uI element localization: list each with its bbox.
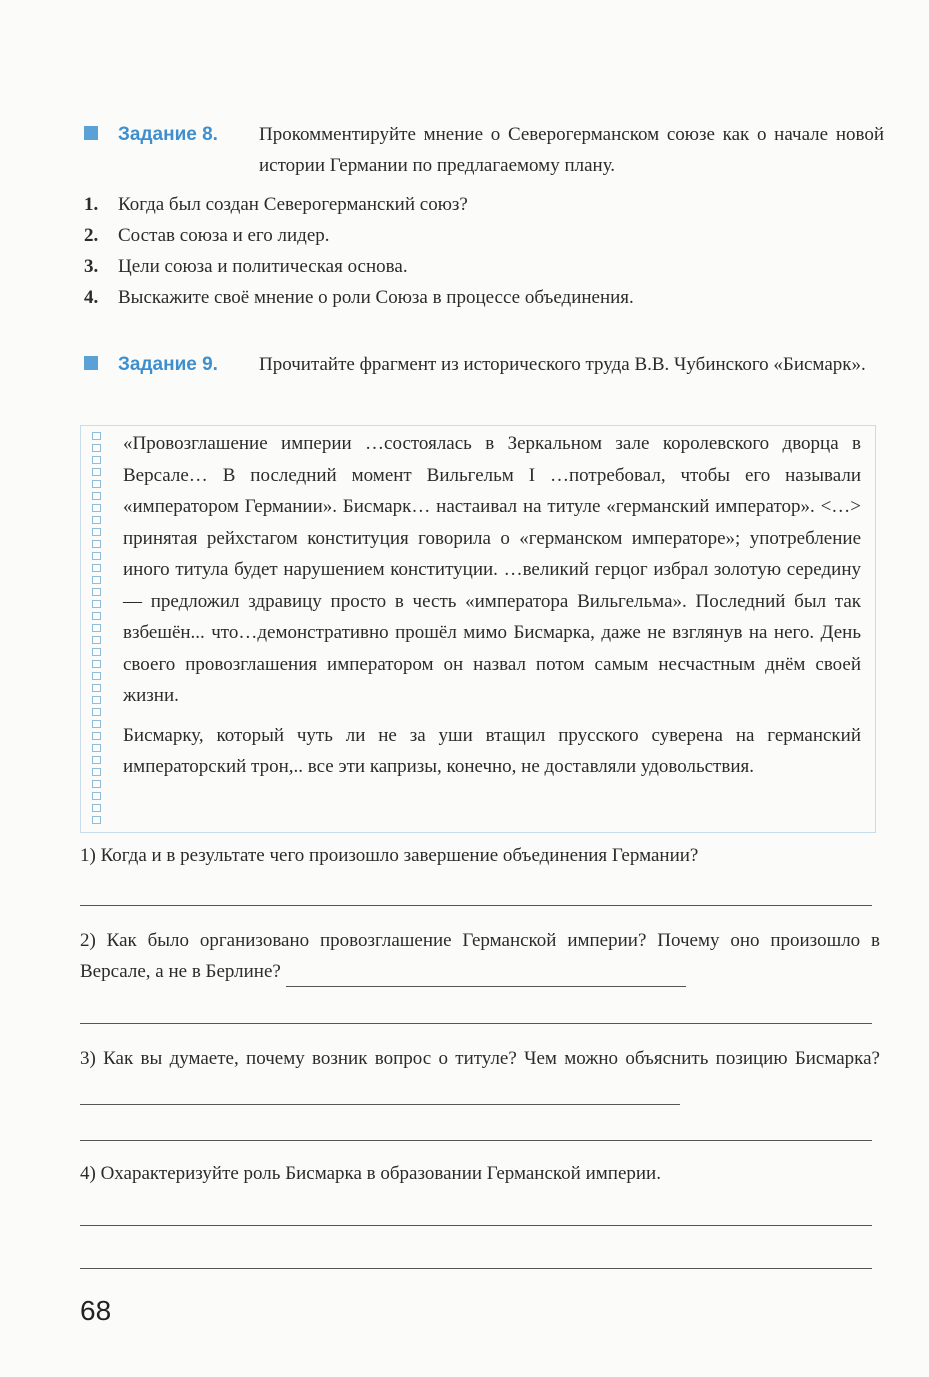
- plan-item: 2. Состав союза и его лидер.: [84, 225, 330, 246]
- pattern-square: [92, 636, 101, 644]
- pattern-square: [92, 768, 101, 776]
- pattern-square: [92, 672, 101, 680]
- answer-line[interactable]: [80, 905, 872, 906]
- pattern-square: [92, 576, 101, 584]
- pattern-square: [92, 492, 101, 500]
- task-9-text: Прочитайте фрагмент из исторического труда В.В. Чубинского «Бисмарк».: [259, 354, 866, 375]
- answer-line[interactable]: [80, 1268, 872, 1269]
- pattern-square: [92, 804, 101, 812]
- pattern-square: [92, 744, 101, 752]
- pattern-square: [92, 516, 101, 524]
- pattern-square: [92, 432, 101, 440]
- pattern-square: [92, 540, 101, 548]
- pattern-square: [92, 468, 101, 476]
- decorative-border-icon: [89, 432, 103, 824]
- task-marker-icon: [84, 356, 98, 370]
- pattern-square: [92, 480, 101, 488]
- quote-paragraph: Бисмарку, который чуть ли не за уши втащил прусского суверена на германский императорский трон,.. все эти капризы, конечно, не доставляли удовольствия.: [123, 724, 861, 777]
- task-8: [84, 119, 884, 181]
- pattern-square: [92, 600, 101, 608]
- task-8-label: Задание 8.: [118, 124, 218, 145]
- plan-item: 3. Цели союза и политическая основа.: [84, 256, 408, 277]
- pattern-square: [92, 552, 101, 560]
- pattern-square: [92, 564, 101, 572]
- pattern-square: [92, 456, 101, 464]
- question-2: 2) Как было организовано провозглашение Германской империи? Почему оно произошло в Версале, а не в Берлине?: [80, 925, 880, 987]
- answer-line[interactable]: [80, 1023, 872, 1024]
- pattern-square: [92, 720, 101, 728]
- pattern-square: [92, 612, 101, 620]
- pattern-square: [92, 732, 101, 740]
- question-1: 1) Когда и в результате чего произошло завершение объединения Германии?: [80, 845, 699, 866]
- pattern-square: [92, 444, 101, 452]
- question-3: 3) Как вы думаете, почему возник вопрос о титуле? Чем можно объяснить позицию Бисмарка?: [80, 1043, 880, 1105]
- pattern-square: [92, 528, 101, 536]
- pattern-square: [92, 756, 101, 764]
- task-marker-icon: [84, 126, 98, 140]
- task-8-text: Прокомментируйте мнение о Северогерманском союзе как о начале новой истории Германии по предлагаемому плану.: [259, 124, 884, 176]
- pattern-square: [92, 696, 101, 704]
- answer-line[interactable]: [80, 1082, 680, 1105]
- page-number: 68: [80, 1295, 112, 1326]
- plan-item: 4. Выскажите своё мнение о роли Союза в процессе объединения.: [84, 287, 634, 308]
- plan-item: 1. Когда был создан Северогерманский союз?: [84, 194, 468, 215]
- pattern-square: [92, 660, 101, 668]
- task-8-plan: [84, 189, 874, 313]
- answer-line[interactable]: [286, 964, 686, 987]
- pattern-square: [92, 624, 101, 632]
- quote-paragraph: «Провозглашение империи …состоялась в Зеркальном зале королевского дворца в Версале… В последний момент Вильгельм I …потребовал, чтобы его называли «императором Германии». Бисмарк… настаивал на титуле «германский император». <…> принятая рейхстагом конституция говорила о «германском императоре»; употребление иного титула будет нарушением конституции. …великий герцог избрал золотую середину — предложил здравицу просто в честь «императора Вильгельма». Последний был так взбешён... что…демонстративно прошёл мимо Бисмарка, даже не взглянув на него. День своего провозглашения императором он назвал потом самым несчастным днём своей жизни.: [123, 433, 861, 706]
- question-4: 4) Охарактеризуйте роль Бисмарка в образовании Германской империи.: [80, 1163, 661, 1184]
- pattern-square: [92, 684, 101, 692]
- pattern-square: [92, 588, 101, 596]
- pattern-square: [92, 648, 101, 656]
- pattern-square: [92, 780, 101, 788]
- quote-box: [80, 425, 876, 833]
- pattern-square: [92, 708, 101, 716]
- task-9-label: Задание 9.: [118, 354, 218, 375]
- task-9: [84, 349, 884, 380]
- pattern-square: [92, 816, 101, 824]
- answer-line[interactable]: [80, 1225, 872, 1226]
- pattern-square: [92, 792, 101, 800]
- answer-line[interactable]: [80, 1140, 872, 1141]
- pattern-square: [92, 504, 101, 512]
